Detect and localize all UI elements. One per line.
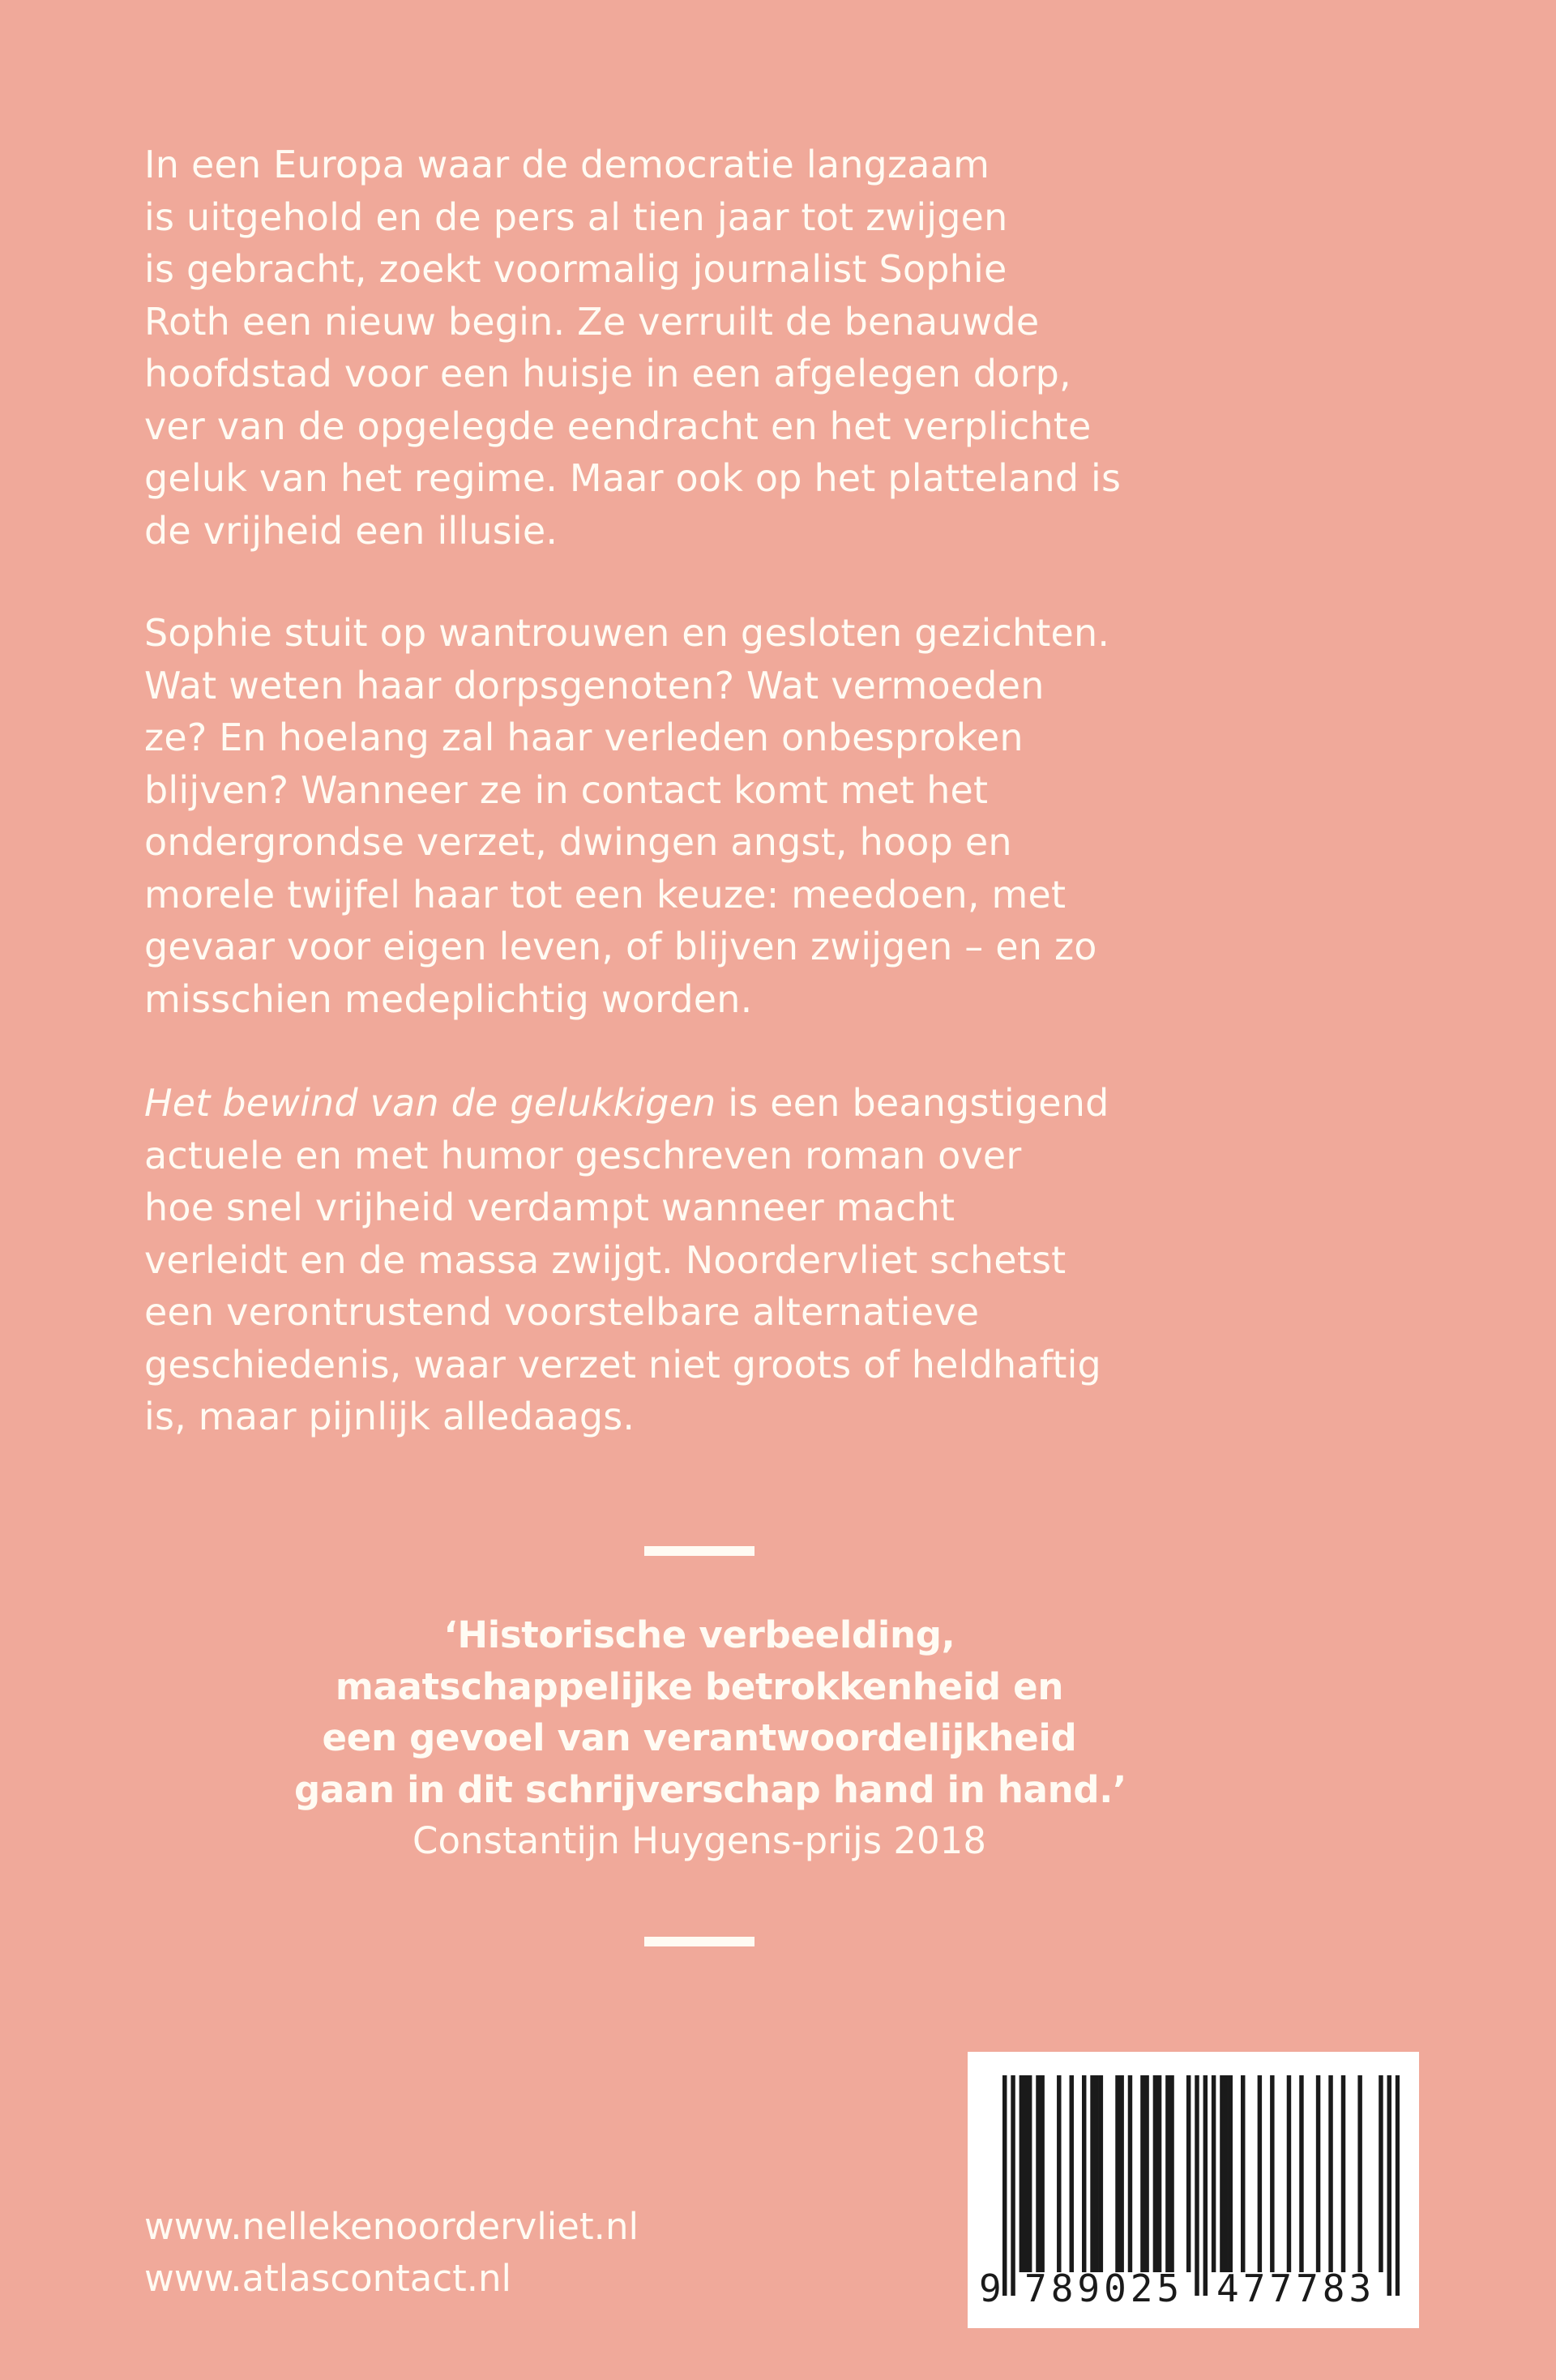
quote-line: maatschappelijke betrokkenheid en (335, 1664, 1064, 1708)
blurb-line (144, 1077, 1279, 1130)
blurb-paragraph-3 (144, 1077, 1279, 1443)
blurb-line: blijven? Wanneer ze in contact komt met het (144, 767, 989, 812)
blurb-line: Sophie stuit op wantrouwen en gesloten gezichten. (144, 611, 1110, 655)
barcode-digits (968, 2264, 1419, 2313)
quote-line: een gevoel van verantwoordelijkheid (322, 1716, 1077, 1759)
blurb-line: misschien medeplichtig worden. (144, 976, 753, 1021)
blurb-line-rest: is een beangstigend (716, 1081, 1109, 1125)
blurb-line: hoe snel vrijheid verdampt wanneer macht (144, 1186, 955, 1229)
blurb-line: is gebracht, zoekt voormalig journalist Sophie (144, 247, 1007, 291)
blurb-line: ver van de opgelegde eendracht en het verplichte (144, 404, 1092, 448)
blurb-line: Wat weten haar dorpsgenoten? Wat vermoeden (144, 663, 1045, 707)
divider-bottom (644, 1937, 754, 1946)
blurb-line: ze? En hoelang zal haar verleden onbesproken (144, 716, 1024, 759)
blurb-line: is, maar pijnlijk alledaags. (144, 1395, 635, 1438)
blurb-line: In een Europa waar de democratie langzaam (144, 143, 990, 186)
barcode-right-group: 477783 (1216, 2267, 1376, 2310)
quote-line: gaan in dit schrijverschap hand in hand.’ (294, 1767, 1126, 1811)
author-website-link[interactable]: www.nellekenoordervliet.nl (144, 2205, 639, 2248)
barcode-left-group: 789025 (1024, 2267, 1184, 2310)
quote-line: ‘Historische verbeelding, (443, 1613, 955, 1656)
quote-attribution: Constantijn Huygens-prijs 2018 (413, 1819, 986, 1862)
website-links (144, 2201, 639, 2305)
blurb-line: gevaar voor eigen leven, of blijven zwijgen – en zo (144, 925, 1097, 968)
blurb-paragraph-1 (144, 139, 1279, 557)
barcode-bars-icon (1002, 2075, 1400, 2296)
isbn-barcode (968, 2052, 1419, 2328)
blurb-line: hoofdstad voor een huisje in een afgelegen dorp, (144, 352, 1071, 395)
blurb-line: morele twijfel haar tot een keuze: meedoen, met (144, 872, 1067, 917)
blurb-line: is uitgehold en de pers al tien jaar tot zwijgen (144, 194, 1008, 239)
blurb-line: Roth een nieuw begin. Ze verruilt de benauwde (144, 299, 1040, 344)
blurb-line: een verontrustend voorstelbare alternatieve (144, 1290, 980, 1334)
barcode-first-digit: 9 (979, 2267, 1002, 2310)
book-title: Het bewind van de gelukkigen (144, 1081, 716, 1125)
blurb-line: de vrijheid een illusie. (144, 508, 558, 553)
blurb-line: verleidt en de massa zwijgt. Noordervliet schetst (144, 1237, 1067, 1282)
blurb-line: ondergrondse verzet, dwingen angst, hoop en (144, 820, 1012, 864)
blurb-line: actuele en met humor geschreven roman over (144, 1133, 1022, 1177)
blurb-paragraph-2 (144, 607, 1279, 1025)
divider-top (644, 1546, 754, 1556)
blurb-line: geluk van het regime. Maar ook op het platteland is (144, 456, 1122, 500)
blurb-line: geschiedenis, waar verzet niet groots of heldhaftig (144, 1342, 1101, 1387)
publisher-website-link[interactable]: www.atlascontact.nl (144, 2257, 512, 2300)
review-quote (294, 1609, 1126, 1867)
